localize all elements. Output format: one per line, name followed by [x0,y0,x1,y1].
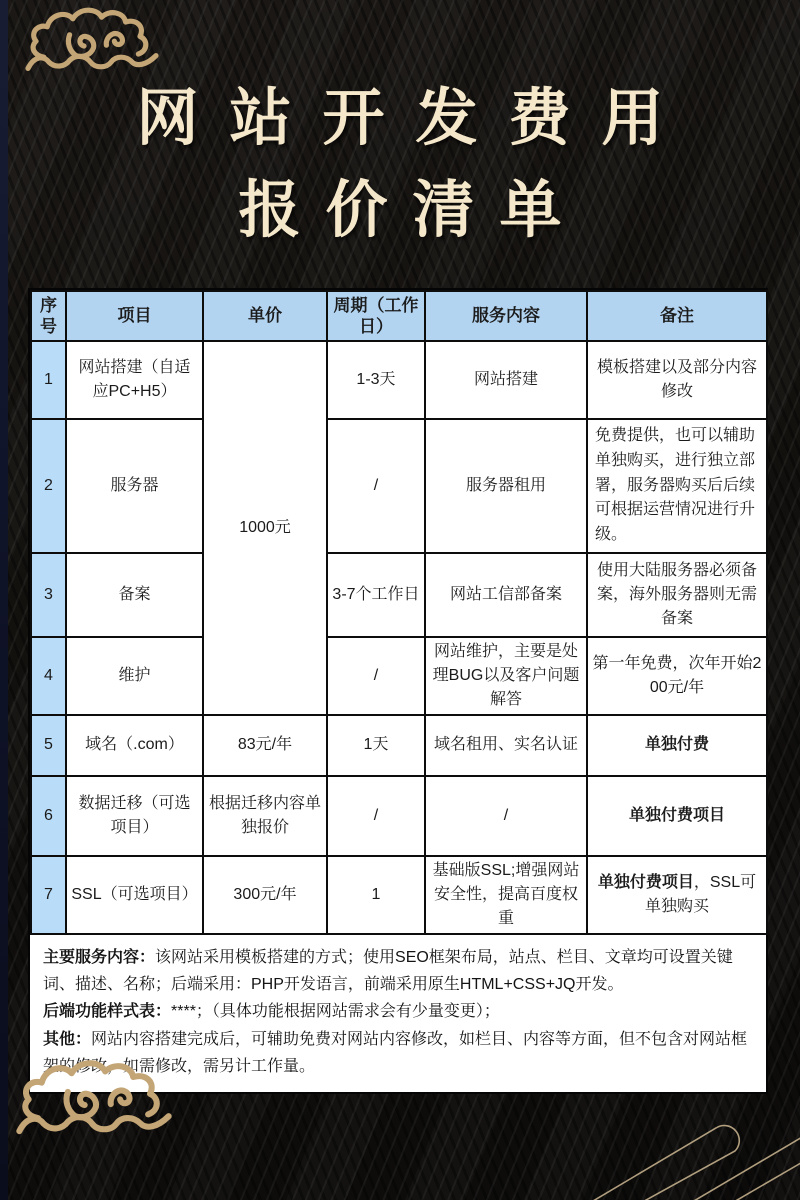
col-header-price: 单价 [203,291,327,341]
remark-cell [587,856,767,934]
service-cell: 服务器租用 [425,419,587,553]
page-title [0,84,800,246]
remark-text: 模板搭建以及部分内容修改 [596,359,757,400]
service-cell: 网站维护，主要是处理BUG以及客户问题解答 [425,637,587,715]
note-label: 其他： [43,1030,92,1048]
table-row-2 [31,419,767,553]
service-cell: 网站工信部备案 [425,553,587,637]
period-cell: 1天 [327,715,425,776]
period-cell: 1 [327,856,425,934]
table-header-row [31,291,767,341]
price-cell: 根据迁移内容单独报价 [203,776,327,856]
remark-text: 免费提供，也可以辅助单独购买，进行独立部署，服务器购买后后续可根据运营情况进行升级。 [595,427,756,544]
project-cell: 服务器 [66,419,203,553]
table-row-3 [31,553,767,637]
service-cell: / [425,776,587,856]
note-backend-features [43,998,753,1025]
project-cell: 数据迁移（可选项目） [66,776,203,856]
row-number-cell: 4 [31,637,66,715]
page-title-line1: 网站开发费用 [136,84,695,153]
period-cell: / [327,637,425,715]
corner-swirl-lines-icon [570,1030,800,1200]
project-cell: 域名（.com） [66,715,203,776]
remark-cell [587,419,767,553]
project-cell: 维护 [66,637,203,715]
note-text: ****；（具体功能根据网站需求会有少量变更）； [171,1003,500,1021]
remark-cell [587,715,767,776]
table-row-1 [31,341,767,419]
remark-text: 使用大陆服务器必须备案，海外服务器则无需备案 [596,561,757,627]
service-cell: 基础版SSL;增强网站安全性，提高百度权重 [425,856,587,934]
row-number-cell: 3 [31,553,66,637]
note-label: 后端功能样式表： [43,1003,172,1021]
project-cell: 网站搭建（自适应PC+H5） [66,341,203,419]
period-cell: 1-3天 [327,341,425,419]
col-header-period: 周期（工作日） [327,291,425,341]
project-cell: 备案 [66,553,203,637]
page-title-line2: 报价清单 [238,176,587,245]
price-cell: 300元/年 [203,856,327,934]
remark-bold-text: 单独付费项目 [628,806,725,824]
note-main-services [43,944,753,998]
remark-cell [587,637,767,715]
table-row-5 [31,715,767,776]
remark-cell [587,776,767,856]
row-number-cell: 1 [31,341,66,419]
note-label: 主要服务内容： [43,948,156,966]
pricing-sheet [28,288,768,1094]
table-row-7 [31,856,767,934]
remark-bold-text: 单独付费 [644,736,709,754]
row-number-cell: 7 [31,856,66,934]
col-header-project: 项目 [66,291,203,341]
pricing-table [30,290,768,935]
col-header-service: 服务内容 [425,291,587,341]
col-header-no: 序号 [31,291,66,341]
service-cell: 网站搭建 [425,341,587,419]
cloud-bottom-icon [10,1056,178,1154]
note-text: 网站内容搭建完成后，可辅助免费对网站内容修改，如栏目、内容等方面，但不包含对网站框架的修改，如需修改，需另计工作量。 [43,1030,748,1075]
service-cell: 域名租用、实名认证 [425,715,587,776]
row-number-cell: 6 [31,776,66,856]
row-number-cell: 5 [31,715,66,776]
period-cell: / [327,776,425,856]
cloud-top-icon [12,6,172,86]
remark-bold-text: 单独付费项目 [597,873,694,891]
unit-price-merged-cell: 1000元 [203,341,327,715]
row-number-cell: 2 [31,419,66,553]
remark-text: 第一年免费，次年开始200元/年 [592,654,762,696]
col-header-remark: 备注 [587,291,767,341]
remark-cell [587,341,767,419]
period-cell: / [327,419,425,553]
note-text: 该网站采用模板搭建的方式；使用SEO框架布局，站点、栏目、文章均可设置关键词、描述、名称；后端采用：PHP开发语言，前端采用原生HTML+CSS+JQ开发。 [43,948,733,994]
project-cell: SSL（可选项目） [66,856,203,934]
period-cell: 3-7个工作日 [327,553,425,637]
table-row-4 [31,637,767,715]
price-cell: 83元/年 [203,715,327,776]
table-row-6 [31,776,767,856]
remark-text: ，SSL可单独购买 [644,873,757,915]
remark-cell [587,553,767,637]
